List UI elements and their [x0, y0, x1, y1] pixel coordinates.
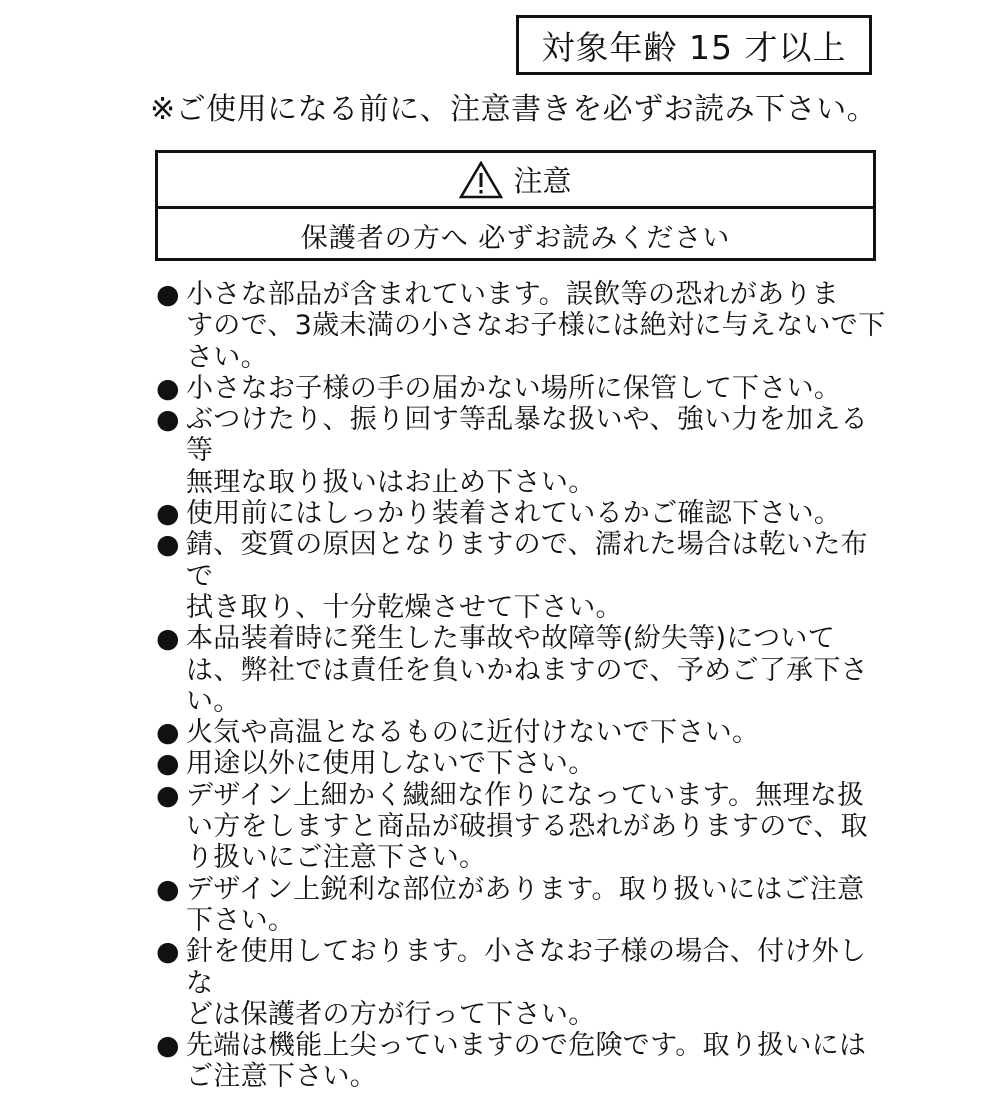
list-item [156, 623, 886, 717]
bullet-icon: ● [156, 529, 180, 561]
bullet-icon: ● [156, 748, 180, 780]
list-item [156, 529, 886, 623]
bullet-icon: ● [156, 404, 180, 436]
bullet-icon: ● [156, 372, 180, 404]
caution-text: 使用前にはしっかり装着されているかご確認下さい。 [186, 498, 842, 530]
list-item [156, 404, 886, 498]
caution-list [156, 279, 886, 1093]
bullet-icon: ● [156, 279, 180, 310]
bullet-icon: ● [156, 498, 180, 530]
bullet-icon: ● [156, 873, 180, 905]
warning-subtitle: 保護者の方へ 必ずお読みください [300, 222, 731, 254]
bullet-icon: ● [156, 936, 180, 968]
list-item [156, 936, 886, 1030]
caution-text: 小さなお子様の手の届かない場所に保管して下さい。 [186, 372, 842, 404]
list-item [156, 780, 886, 874]
age-rating-box [516, 15, 872, 75]
caution-text: デザイン上細かく繊細な作りになっています。無理な扱 い方をしますと商品が破損する恐れがありますので、取 り扱いにご注意下さい。 [186, 779, 868, 874]
age-rating-text: 対象年齢 15 才以上 [541, 27, 847, 67]
warning-triangle-icon [459, 161, 503, 199]
warning-box [155, 150, 876, 261]
list-item [156, 717, 886, 748]
list-item [156, 373, 886, 404]
list-item [156, 874, 886, 937]
list-item [156, 279, 886, 373]
bullet-icon: ● [156, 717, 180, 749]
caution-text: 先端は機能上尖っていますので危険です。取り扱いには ご注意下さい。 [186, 1030, 867, 1093]
caution-text: デザイン上鋭利な部位があります。取り扱いにはご注意 下さい。 [186, 873, 865, 936]
caution-text: 本品装着時に発生した事故や故障等(紛失等)について は、弊社では責任を負いかねますので、予めご了承下さ い。 [186, 623, 868, 717]
list-item [156, 748, 886, 779]
caution-text: 小さな部品が含まれています。誤飲等の恐れがありま すので、3歳未満の小さなお子様には絶対に与えないで下 さい。 [186, 279, 886, 373]
bullet-icon: ● [156, 779, 180, 811]
warning-header [158, 153, 873, 209]
caution-text: 針を使用しております。小さなお子様の場合、付け外しな どは保護者の方が行って下さい。 [186, 936, 867, 1030]
list-item [156, 498, 886, 529]
caution-text: 用途以外に使用しないで下さい。 [186, 748, 596, 780]
caution-text: ぶつけたり、振り回す等乱暴な扱いや、強い力を加える等 無理な取り扱いはお止め下さい。 [186, 404, 868, 498]
bullet-icon: ● [156, 623, 180, 655]
warning-title: 注意 [513, 164, 572, 198]
pre-use-note: ※ご使用になる前に、注意書きを必ずお読み下さい。 [150, 92, 878, 127]
list-item [156, 1030, 886, 1093]
bullet-icon: ● [156, 1030, 180, 1062]
caution-text: 錆、変質の原因となりますので、濡れた場合は乾いた布で 拭き取り、十分乾燥させて下さい。 [186, 529, 868, 623]
caution-text: 火気や高温となるものに近付けないで下さい。 [186, 717, 760, 749]
